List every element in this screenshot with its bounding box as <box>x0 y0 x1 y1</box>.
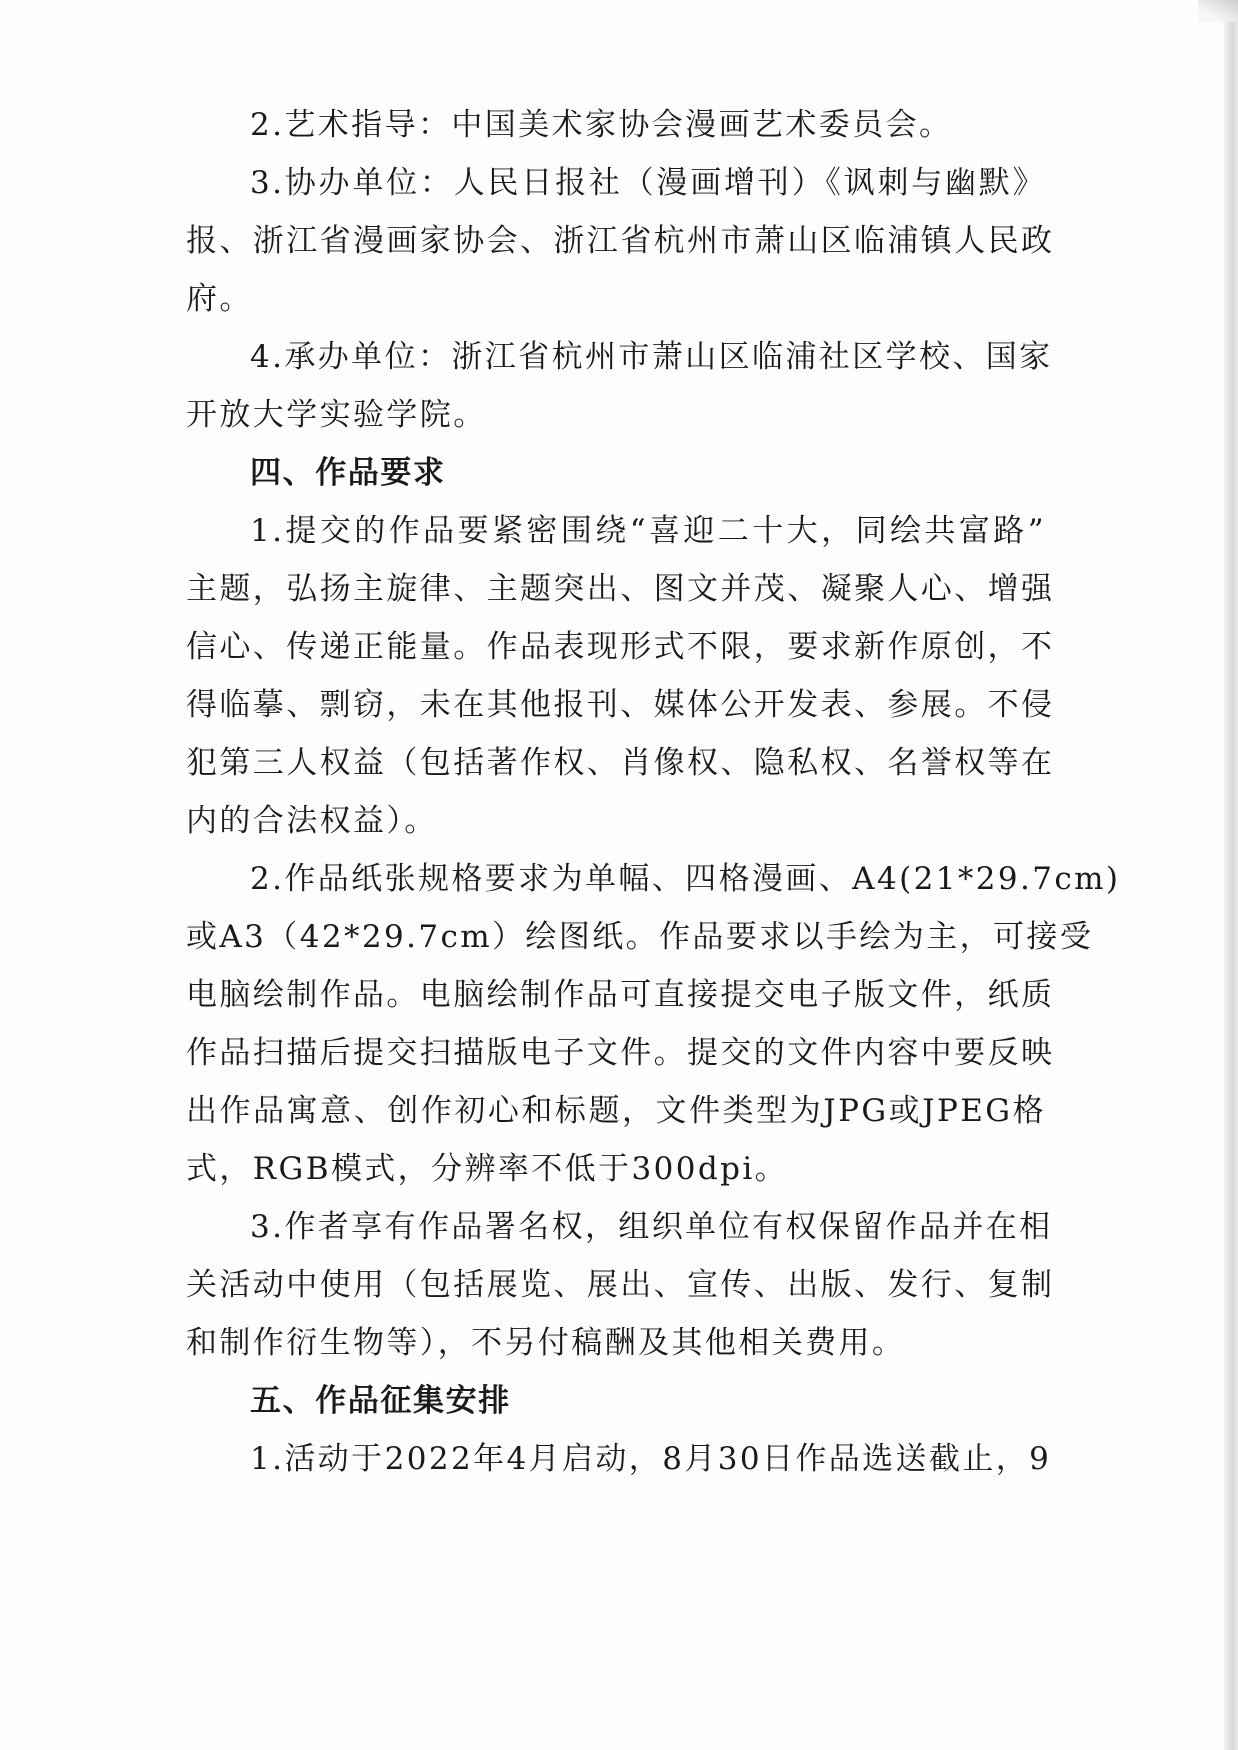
text-line: 3.协办单位：人民日报社（漫画增刊）《讽刺与幽默》 <box>250 165 1046 201</box>
text-line: 2.作品纸张规格要求为单幅、四格漫画、A4(21*29.7cm) <box>250 861 1121 897</box>
text-line: 4.承办单位：浙江省杭州市萧山区临浦社区学校、国家 <box>250 339 1053 375</box>
text-line: 关活动中使用（包括展览、展出、宣传、出版、发行、复制 <box>186 1267 1055 1303</box>
text-line: 式，RGB模式，分辨率不低于300dpi。 <box>186 1151 789 1187</box>
text-line: 主题，弘扬主旋律、主题突出、图文并茂、凝聚人心、增强 <box>186 571 1055 607</box>
section-heading: 五、作品征集安排 <box>250 1383 511 1419</box>
page-corner-shadow <box>1198 0 1238 22</box>
text-line: 内的合法权益）。 <box>186 803 438 839</box>
text-line: 和制作衍生物等），不另付稿酬及其他相关费用。 <box>186 1325 906 1361</box>
text-line: 报、浙江省漫画家协会、浙江省杭州市萧山区临浦镇人民政 <box>186 223 1055 259</box>
text-line: 作品扫描后提交扫描版电子文件。提交的文件内容中要反映 <box>186 1035 1055 1071</box>
text-line: 得临摹、剽窃，未在其他报刊、媒体公开发表、参展。不侵 <box>186 687 1055 723</box>
text-line: 2.艺术指导：中国美术家协会漫画艺术委员会。 <box>250 107 953 143</box>
text-line: 1.活动于2022年4月启动，8月30日作品选送截止，9 <box>250 1441 1052 1477</box>
text-line: 3.作者享有作品署名权，组织单位有权保留作品并在相 <box>250 1209 1053 1245</box>
text-line: 开放大学实验学院。 <box>186 397 487 433</box>
document-body <box>186 96 1121 1488</box>
text-line: 信心、传递正能量。作品表现形式不限，要求新作原创，不 <box>186 629 1055 665</box>
section-heading: 四、作品要求 <box>250 455 446 491</box>
text-line: 或A3（42*29.7cm）绘图纸。作品要求以手绘为主，可接受 <box>186 919 1094 955</box>
text-line: 1.提交的作品要紧密围绕“喜迎二十大，同绘共富路” <box>250 513 1046 549</box>
page-edge-shadow <box>1224 0 1238 1750</box>
text-line: 犯第三人权益（包括著作权、肖像权、隐私权、名誉权等在 <box>186 745 1055 781</box>
text-line: 出作品寓意、创作初心和标题，文件类型为JPG或JPEG格 <box>186 1093 1046 1129</box>
text-line: 电脑绘制作品。电脑绘制作品可直接提交电子版文件，纸质 <box>186 977 1055 1013</box>
text-line: 府。 <box>186 281 253 317</box>
